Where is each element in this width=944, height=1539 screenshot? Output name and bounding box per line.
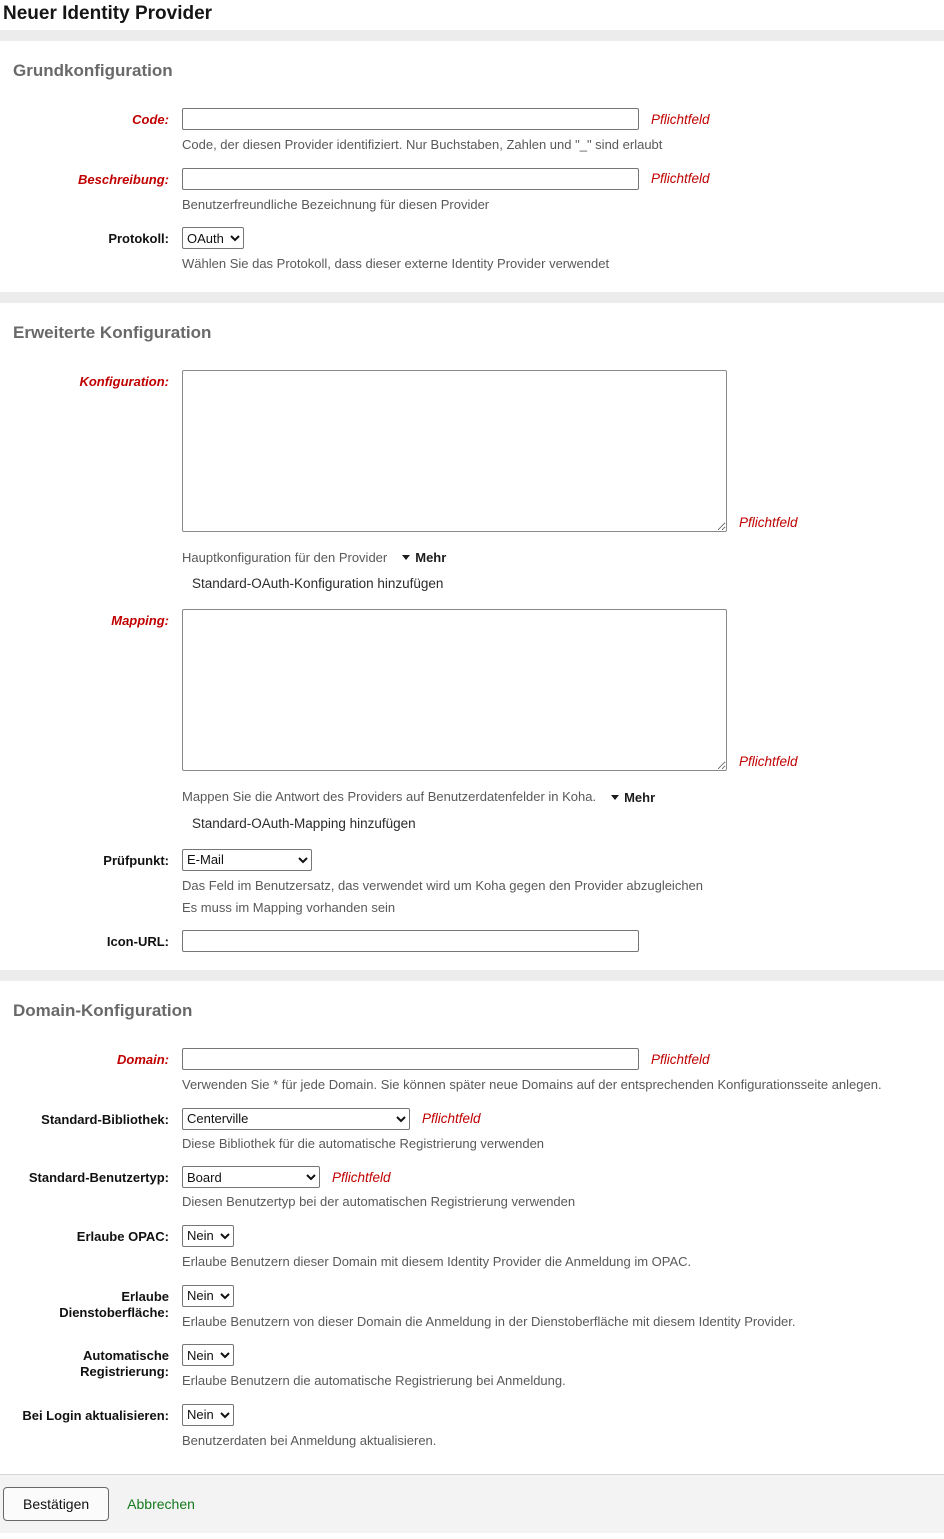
domain-input[interactable] <box>182 1048 639 1070</box>
configuration-textarea[interactable] <box>182 370 727 532</box>
add-oauth-configuration-button[interactable]: Standard-OAuth-Konfiguration hinzufügen <box>192 576 444 592</box>
matchpoint-select[interactable] <box>182 849 312 871</box>
description-label: Beschreibung: <box>77 171 169 187</box>
protocol-select[interactable] <box>182 227 244 249</box>
form-row-code <box>13 108 931 153</box>
matchpoint-hint-1: Das Feld im Benutzersatz, das verwendet wird um Koha gegen den Provider abzugleichen <box>182 877 704 893</box>
section-title-domain: Domain-Konfiguration <box>13 1001 193 1021</box>
update-on-login-select[interactable] <box>182 1404 234 1426</box>
description-required-badge: Pflichtfeld <box>651 171 710 187</box>
code-label: Code: <box>132 112 169 127</box>
mapping-more-toggle[interactable] <box>611 790 655 805</box>
configuration-more-toggle[interactable] <box>402 550 446 565</box>
form-row-allow-opac <box>13 1225 931 1270</box>
default-library-hint: Diese Bibliothek für die automatische Registrierung verwenden <box>182 1135 545 1151</box>
matchpoint-hint-2: Es muss im Mapping vorhanden sein <box>182 899 396 915</box>
description-hint: Benutzerfreundliche Bezeichnung für diesen Provider <box>182 196 490 212</box>
action-footer <box>0 1474 944 1533</box>
code-hint: Code, der diesen Provider identifiziert. Nur Buchstaben, Zahlen und "_" sind erlaubt <box>182 137 663 152</box>
default-category-required-badge: Pflichtfeld <box>332 1169 391 1185</box>
form-row-configuration <box>13 370 931 602</box>
form-row-mapping <box>13 609 931 841</box>
allow-opac-select[interactable] <box>182 1225 234 1247</box>
allow-opac-hint: Erlaube Benutzern dieser Domain mit diesem Identity Provider die Anmeldung im OPAC. <box>182 1253 692 1269</box>
protocol-label: Protokoll: <box>108 231 169 247</box>
page-title: Neuer Identity Provider <box>3 3 213 24</box>
configuration-required-badge: Pflichtfeld <box>739 514 798 530</box>
mapping-hint: Mappen Sie die Antwort des Providers auf Benutzerdatenfelder in Koha. <box>182 789 597 805</box>
section-domain-configuration <box>0 981 944 1448</box>
bottom-strip <box>0 1533 944 1539</box>
section-advanced-configuration <box>0 303 944 970</box>
more-label: Mehr <box>415 550 447 566</box>
icon-url-input[interactable] <box>182 930 639 952</box>
confirm-button[interactable]: Bestätigen <box>3 1487 109 1521</box>
update-on-login-hint: Benutzerdaten bei Anmeldung aktualisieren. <box>182 1432 437 1448</box>
form-row-auto-register <box>13 1344 931 1389</box>
icon-url-label: Icon-URL: <box>106 934 169 950</box>
default-library-required-badge: Pflichtfeld <box>422 1111 481 1127</box>
allow-staff-hint: Erlaube Benutzern von dieser Domain die Anmeldung in der Dienstoberfläche mit diesem Identity Provider. <box>182 1313 796 1329</box>
section-basic-configuration <box>0 41 944 292</box>
add-oauth-mapping-button[interactable]: Standard-OAuth-Mapping hinzufügen <box>192 815 416 831</box>
form-row-allow-staff <box>13 1285 931 1330</box>
code-input[interactable] <box>182 108 639 130</box>
default-category-hint: Diesen Benutzertyp bei der automatischen Registrierung verwenden <box>182 1194 576 1210</box>
form-row-protocol <box>13 227 931 272</box>
form-row-icon-url <box>13 930 931 952</box>
more-label: Mehr <box>624 789 656 805</box>
allow-opac-label: Erlaube OPAC: <box>76 1228 169 1244</box>
allow-staff-select[interactable] <box>182 1285 234 1307</box>
auto-register-label: Automatische Registrierung: <box>80 1348 169 1380</box>
domain-hint: Verwenden Sie * für jede Domain. Sie können später neue Domains auf der entsprechenden Konfigurationsseite anlegen. <box>182 1077 882 1093</box>
section-divider <box>0 292 944 303</box>
auto-register-hint: Erlaube Benutzern die automatische Registrierung bei Anmeldung. <box>182 1373 566 1389</box>
allow-staff-label: Erlaube Dienstoberfläche: <box>59 1288 169 1320</box>
domain-required-badge: Pflichtfeld <box>651 1051 710 1067</box>
section-title-basic: Grundkonfiguration <box>13 61 173 80</box>
default-category-label: Standard-Benutzertyp: <box>28 1170 169 1186</box>
default-library-label: Standard-Bibliothek: <box>41 1111 169 1127</box>
section-divider <box>0 30 944 41</box>
description-input[interactable] <box>182 168 639 190</box>
form-row-description <box>13 168 931 213</box>
caret-down-icon <box>402 555 410 560</box>
auto-register-select[interactable] <box>182 1344 234 1366</box>
mapping-label: Mapping: <box>111 613 169 629</box>
caret-down-icon <box>611 795 619 800</box>
protocol-hint: Wählen Sie das Protokoll, dass dieser externe Identity Provider verwendet <box>182 256 610 272</box>
configuration-label: Konfiguration: <box>79 373 169 389</box>
default-category-select[interactable] <box>182 1166 320 1188</box>
domain-label: Domain: <box>117 1052 169 1068</box>
configuration-hint: Hauptkonfiguration für den Provider <box>182 549 388 565</box>
mapping-required-badge: Pflichtfeld <box>739 754 798 770</box>
form-row-matchpoint <box>13 849 931 915</box>
mapping-textarea[interactable] <box>182 609 727 771</box>
update-on-login-label: Bei Login aktualisieren: <box>22 1407 169 1423</box>
code-required-badge: Pflichtfeld <box>651 111 710 127</box>
default-library-select[interactable] <box>182 1108 410 1130</box>
section-divider <box>0 970 944 981</box>
matchpoint-label: Prüfpunkt: <box>103 852 169 868</box>
form-row-update-on-login <box>13 1404 931 1449</box>
section-title-advanced: Erweiterte Konfiguration <box>13 322 212 342</box>
form-row-domain <box>13 1048 931 1093</box>
cancel-link[interactable]: Abbrechen <box>127 1496 195 1513</box>
form-row-default-category <box>13 1166 931 1210</box>
form-row-default-library <box>13 1108 931 1152</box>
